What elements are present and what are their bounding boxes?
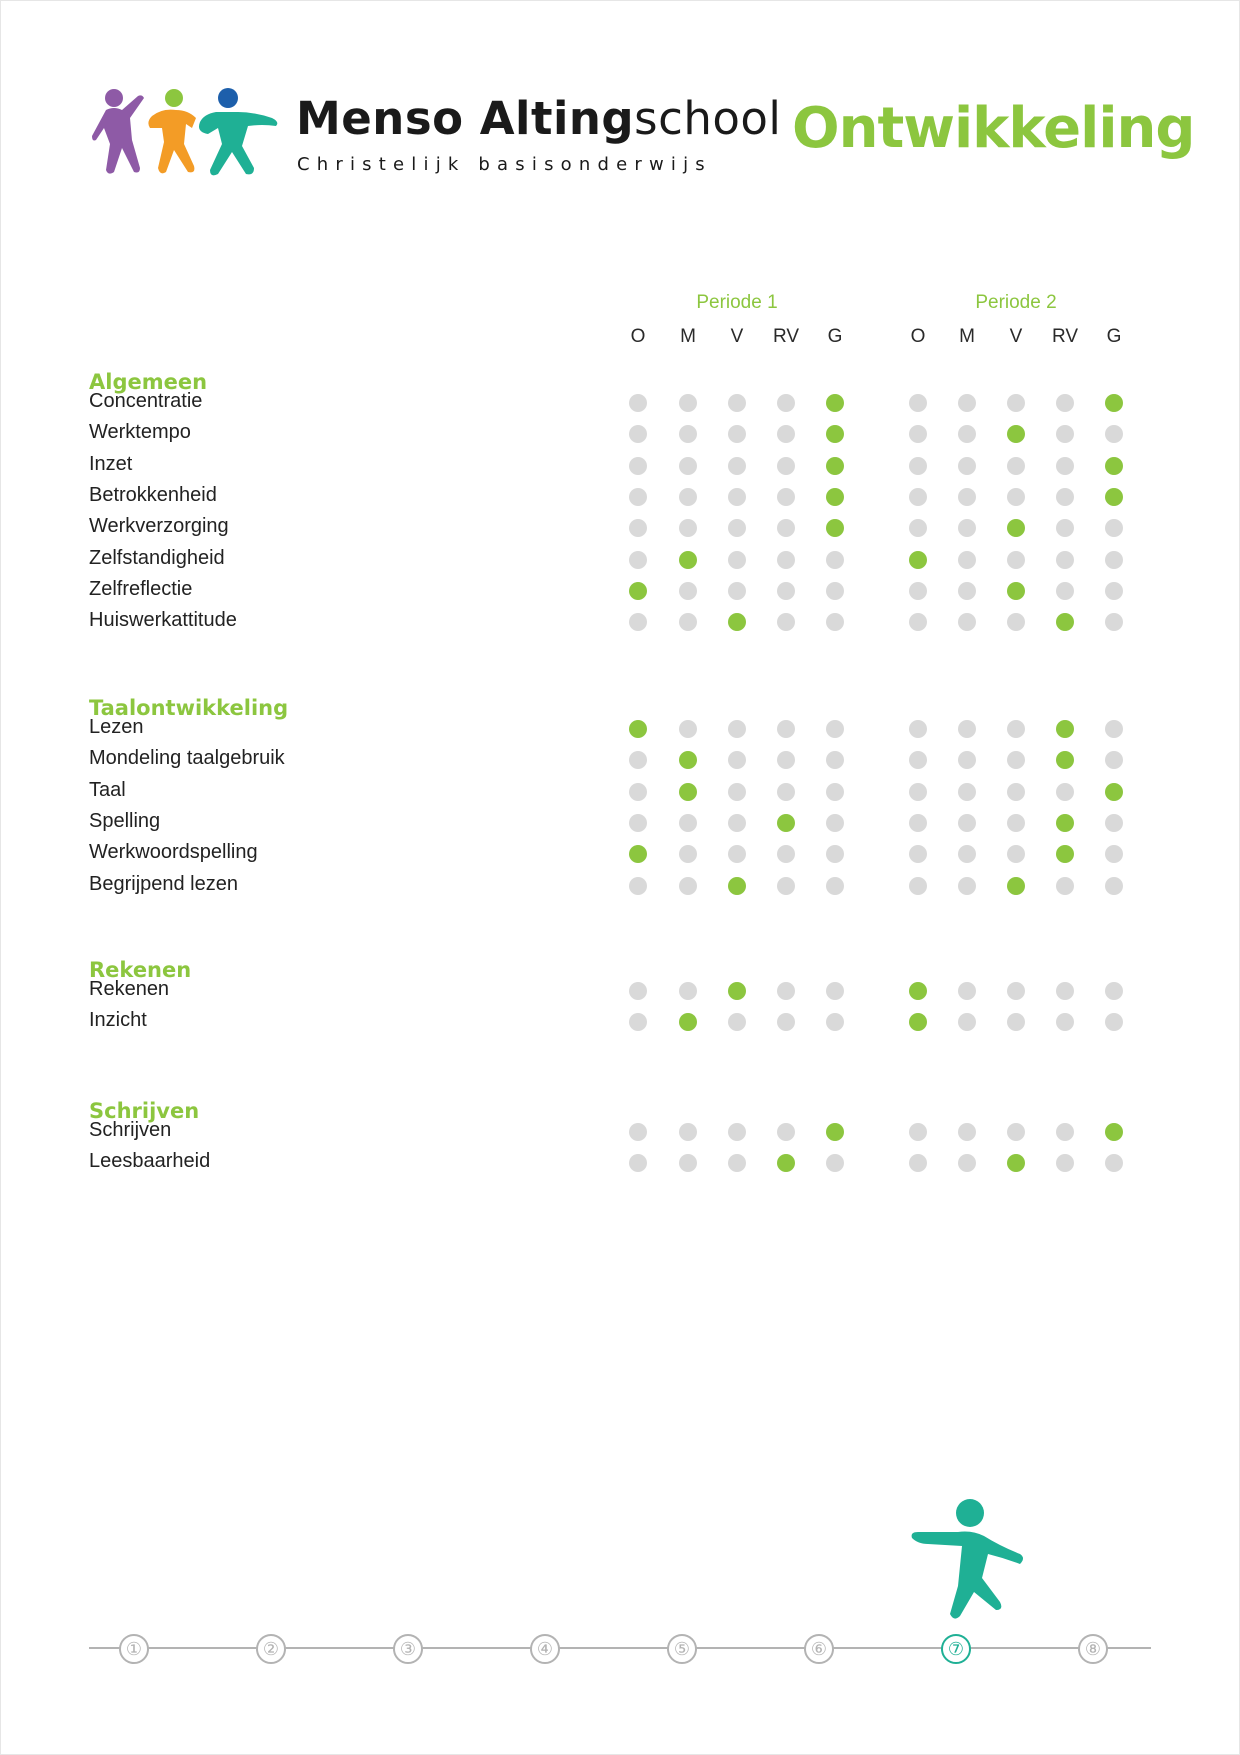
rating-dot xyxy=(1105,582,1123,600)
rating-dot xyxy=(629,982,647,1000)
row-label: Lezen xyxy=(89,716,144,738)
rating-dot xyxy=(1007,814,1025,832)
row-label: Mondeling taalgebruik xyxy=(89,747,285,770)
column-label: M xyxy=(680,326,696,347)
rating-dot-selected xyxy=(1105,1123,1123,1141)
rating-dot xyxy=(679,425,697,443)
rating-dot xyxy=(1105,982,1123,1000)
row-label: Spelling xyxy=(89,809,161,832)
column-label: V xyxy=(1009,326,1023,347)
row-label: Werkverzorging xyxy=(89,515,229,538)
rating-dot xyxy=(826,751,844,769)
row-label: Werkwoordspelling xyxy=(89,841,258,864)
rating-dot xyxy=(629,519,647,537)
rating-dot-selected xyxy=(629,845,647,863)
rating-dot xyxy=(777,457,795,475)
rating-dot-selected xyxy=(1007,1154,1025,1172)
rating-dot xyxy=(909,845,927,863)
rating-dot xyxy=(958,1154,976,1172)
rating-dot xyxy=(728,488,746,506)
rating-dot xyxy=(909,783,927,801)
rating-dot xyxy=(629,1013,647,1031)
section-title: Algemeen xyxy=(89,370,208,394)
rating-dot xyxy=(1105,845,1123,863)
section-title: Taalontwikkeling xyxy=(89,696,289,720)
rating-dot xyxy=(1056,1013,1074,1031)
row-label: Rekenen xyxy=(89,978,170,1000)
rating-dot xyxy=(728,582,746,600)
rating-dot xyxy=(629,783,647,801)
row-label: Schrijven xyxy=(89,1119,172,1141)
rating-dot xyxy=(679,488,697,506)
rating-dot xyxy=(728,814,746,832)
rating-dot xyxy=(629,877,647,895)
rating-dot xyxy=(777,613,795,631)
row-label: Inzicht xyxy=(89,1009,147,1032)
rating-dot xyxy=(1056,582,1074,600)
row-label: Zelfreflectie xyxy=(89,577,193,600)
column-label: G xyxy=(1106,326,1122,347)
rating-dot xyxy=(958,582,976,600)
rating-dot xyxy=(909,457,927,475)
rating-dot xyxy=(1105,425,1123,443)
rating-dot xyxy=(1056,425,1074,443)
rating-dot xyxy=(1105,551,1123,569)
rating-dot xyxy=(728,1123,746,1141)
rating-dot xyxy=(1007,982,1025,1000)
rating-dot xyxy=(909,394,927,412)
timeline-step: ② xyxy=(256,1634,286,1664)
rating-dot xyxy=(1007,720,1025,738)
timeline-step: ① xyxy=(119,1634,149,1664)
rating-dot xyxy=(909,720,927,738)
rating-dot xyxy=(826,814,844,832)
row-label: Inzet xyxy=(89,452,133,475)
rating-dot xyxy=(679,519,697,537)
rating-dot xyxy=(909,1123,927,1141)
rating-dot-selected xyxy=(826,488,844,506)
rating-dot xyxy=(679,613,697,631)
rating-dot xyxy=(958,845,976,863)
rating-dot xyxy=(958,814,976,832)
rating-dot xyxy=(1007,1123,1025,1141)
rating-dot xyxy=(1056,488,1074,506)
rating-dot xyxy=(1056,783,1074,801)
period-label: Periode 1 xyxy=(696,292,778,313)
rating-dot xyxy=(777,582,795,600)
rating-dot xyxy=(958,457,976,475)
rating-dot xyxy=(629,394,647,412)
section-title: Schrijven xyxy=(89,1099,200,1123)
rating-dot xyxy=(1056,519,1074,537)
rating-dot xyxy=(629,814,647,832)
rating-dot xyxy=(1105,613,1123,631)
rating-dot-selected xyxy=(1056,613,1074,631)
rating-dot xyxy=(826,613,844,631)
rating-dot xyxy=(629,457,647,475)
rating-dot xyxy=(1056,457,1074,475)
rating-dot-selected xyxy=(826,1123,844,1141)
rating-dot xyxy=(1105,1013,1123,1031)
rating-dot xyxy=(958,425,976,443)
rating-dot xyxy=(777,1123,795,1141)
rating-dot xyxy=(728,551,746,569)
rating-dot-selected xyxy=(1105,457,1123,475)
rating-dot-selected xyxy=(629,720,647,738)
rating-dot-selected xyxy=(728,613,746,631)
rating-dot xyxy=(728,720,746,738)
timeline-step: ⑤ xyxy=(667,1634,697,1664)
rating-dot xyxy=(958,751,976,769)
rating-dot xyxy=(826,720,844,738)
rating-dot xyxy=(1007,613,1025,631)
rating-dot xyxy=(629,1123,647,1141)
rating-dot xyxy=(1105,877,1123,895)
rating-dot xyxy=(958,1123,976,1141)
column-label: M xyxy=(959,326,975,347)
rating-dot-selected xyxy=(1007,519,1025,537)
rating-dot xyxy=(909,1154,927,1172)
rating-dot xyxy=(958,720,976,738)
rating-dot-selected xyxy=(826,394,844,412)
rating-dot xyxy=(958,877,976,895)
rating-dot xyxy=(679,877,697,895)
rating-dot xyxy=(1056,877,1074,895)
rating-dot xyxy=(728,519,746,537)
rating-dot xyxy=(629,425,647,443)
rating-dot xyxy=(629,751,647,769)
rating-dot xyxy=(629,1154,647,1172)
rating-dot-selected xyxy=(679,751,697,769)
rating-dot xyxy=(826,783,844,801)
rating-dot xyxy=(958,488,976,506)
rating-dot xyxy=(1007,394,1025,412)
rating-dot xyxy=(1105,751,1123,769)
rating-dot xyxy=(1007,751,1025,769)
rating-dot xyxy=(728,394,746,412)
rating-dot xyxy=(728,1013,746,1031)
rating-dot xyxy=(777,394,795,412)
rating-dot-selected xyxy=(1105,488,1123,506)
rating-dot-selected xyxy=(728,877,746,895)
rating-dot xyxy=(1007,488,1025,506)
rating-dot xyxy=(1105,814,1123,832)
rating-dot-selected xyxy=(1056,814,1074,832)
rating-dot xyxy=(826,551,844,569)
rating-dot-selected xyxy=(679,1013,697,1031)
rating-dot xyxy=(679,582,697,600)
rating-dot xyxy=(679,1154,697,1172)
rating-dot xyxy=(1105,1154,1123,1172)
rating-dot xyxy=(826,877,844,895)
rating-dot xyxy=(909,751,927,769)
rating-dot xyxy=(728,845,746,863)
rating-dot-selected xyxy=(1056,720,1074,738)
rating-dot xyxy=(1056,394,1074,412)
rating-dot-selected xyxy=(1007,877,1025,895)
column-label: G xyxy=(827,326,843,347)
rating-dot-selected xyxy=(777,814,795,832)
column-label: RV xyxy=(1051,326,1079,347)
page-title: Ontwikkeling xyxy=(792,96,1195,161)
row-label: Werktempo xyxy=(89,421,191,444)
rating-dot-selected xyxy=(1007,425,1025,443)
rating-dot-selected xyxy=(679,783,697,801)
rating-dot xyxy=(728,783,746,801)
timeline-step: ⑦ xyxy=(941,1634,971,1664)
rating-dot-selected xyxy=(909,982,927,1000)
rating-dot xyxy=(679,1123,697,1141)
rating-dot xyxy=(777,751,795,769)
rating-dot xyxy=(1056,1123,1074,1141)
column-label: O xyxy=(910,326,926,347)
rating-dot xyxy=(728,751,746,769)
school-tagline: Christelijk basisonderwijs xyxy=(297,154,712,175)
rating-dot xyxy=(679,814,697,832)
rating-dot-selected xyxy=(1007,582,1025,600)
rating-dot xyxy=(1007,845,1025,863)
rating-dot xyxy=(909,582,927,600)
school-name-light: school xyxy=(634,92,782,145)
rating-dot xyxy=(958,551,976,569)
school-name-bold: Menso Alting xyxy=(296,92,635,145)
rating-dot xyxy=(958,394,976,412)
rating-dot xyxy=(909,613,927,631)
column-label: O xyxy=(630,326,646,347)
rating-dot xyxy=(777,720,795,738)
rating-dot xyxy=(958,519,976,537)
rating-dot xyxy=(1007,1013,1025,1031)
rating-dot xyxy=(679,720,697,738)
rating-dot xyxy=(909,425,927,443)
rating-dot xyxy=(777,551,795,569)
rating-dot xyxy=(958,1013,976,1031)
rating-dot-selected xyxy=(1056,751,1074,769)
rating-dot-selected xyxy=(909,551,927,569)
school-name xyxy=(296,92,781,145)
rating-dot xyxy=(629,613,647,631)
row-label: Begrijpend lezen xyxy=(89,872,238,895)
rating-dot xyxy=(909,877,927,895)
rating-dot-selected xyxy=(826,457,844,475)
child-figure-icon xyxy=(908,1498,1026,1620)
rating-dot-selected xyxy=(1056,845,1074,863)
rating-dot xyxy=(777,845,795,863)
rating-dot-selected xyxy=(629,582,647,600)
rating-dot-selected xyxy=(679,551,697,569)
rating-dot xyxy=(909,519,927,537)
timeline-step: ⑥ xyxy=(804,1634,834,1664)
rating-dot xyxy=(777,1013,795,1031)
rating-dot xyxy=(826,1154,844,1172)
rating-dot xyxy=(777,519,795,537)
row-label: Leesbaarheid xyxy=(89,1150,211,1173)
rating-dot-selected xyxy=(826,425,844,443)
row-label: Concentratie xyxy=(89,390,203,412)
row-label: Huiswerkattitude xyxy=(89,609,237,632)
rating-dot xyxy=(1007,551,1025,569)
rating-dot xyxy=(1056,1154,1074,1172)
rating-dot xyxy=(777,877,795,895)
rating-dot xyxy=(728,457,746,475)
rating-dot xyxy=(958,613,976,631)
rating-dot-selected xyxy=(826,519,844,537)
rating-dot xyxy=(1056,551,1074,569)
row-label: Zelfstandigheid xyxy=(89,546,225,569)
timeline-line xyxy=(89,1647,1151,1649)
rating-dot xyxy=(777,982,795,1000)
rating-dot xyxy=(777,783,795,801)
rating-dot-selected xyxy=(1105,783,1123,801)
rating-dot xyxy=(629,551,647,569)
rating-dot xyxy=(1007,783,1025,801)
rating-dot xyxy=(1007,457,1025,475)
rating-dot xyxy=(629,488,647,506)
rating-dot xyxy=(728,1154,746,1172)
rating-dot xyxy=(777,488,795,506)
rating-dot xyxy=(1105,720,1123,738)
timeline-step: ④ xyxy=(530,1634,560,1664)
rating-dot-selected xyxy=(1105,394,1123,412)
column-label: RV xyxy=(772,326,800,347)
timeline-step: ③ xyxy=(393,1634,423,1664)
rating-dot xyxy=(826,582,844,600)
rating-dot xyxy=(826,1013,844,1031)
rating-dot xyxy=(679,982,697,1000)
period-label: Periode 2 xyxy=(975,292,1057,313)
rating-dot xyxy=(1105,519,1123,537)
school-logo-icon xyxy=(92,88,282,180)
rating-dot xyxy=(679,845,697,863)
rating-dot xyxy=(958,783,976,801)
column-label: V xyxy=(730,326,744,347)
rating-dot xyxy=(909,814,927,832)
rating-dot xyxy=(777,425,795,443)
row-label: Taal xyxy=(89,778,126,801)
rating-dot xyxy=(958,982,976,1000)
rating-dot xyxy=(909,488,927,506)
rating-dot xyxy=(826,845,844,863)
rating-dot-selected xyxy=(728,982,746,1000)
rating-dot xyxy=(728,425,746,443)
rating-dot xyxy=(679,394,697,412)
rating-dot xyxy=(826,982,844,1000)
timeline-step: ⑧ xyxy=(1078,1634,1108,1664)
section-title: Rekenen xyxy=(89,958,192,982)
rating-dot xyxy=(679,457,697,475)
rating-dot-selected xyxy=(909,1013,927,1031)
rating-dot-selected xyxy=(777,1154,795,1172)
row-label: Betrokkenheid xyxy=(89,483,217,506)
rating-dot xyxy=(1056,982,1074,1000)
